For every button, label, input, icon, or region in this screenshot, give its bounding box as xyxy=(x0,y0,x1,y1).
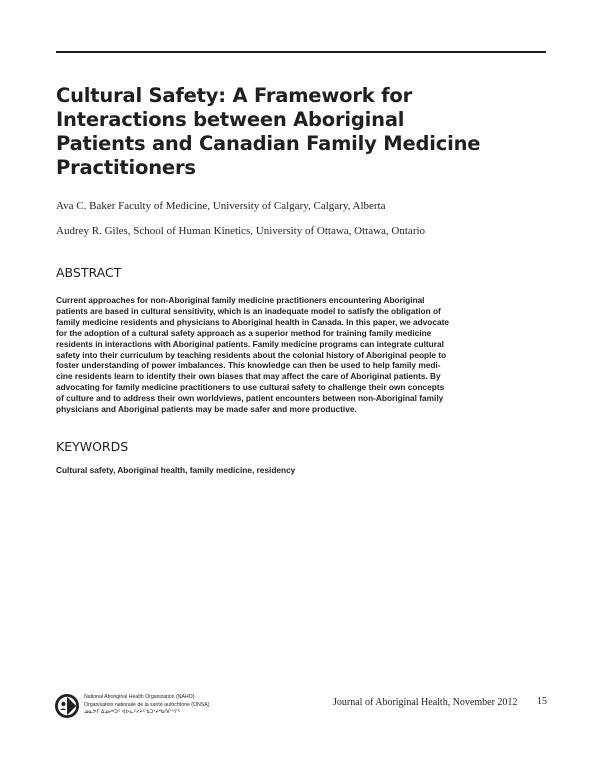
title-line: Patients and Canadian Family Medicine xyxy=(56,132,481,155)
abstract-line: foster understanding of power imbalances. This knowledge can then be used to help family medi- xyxy=(56,360,441,371)
abstract-text xyxy=(56,295,504,415)
author-affiliation: Ava C. Baker Faculty of Medicine, University of Calgary, Calgary, Alberta xyxy=(56,200,386,212)
keywords-text: Cultural safety, Aboriginal health, family medicine, residency xyxy=(56,465,296,475)
abstract-line: patients are based in cultural sensitivity, which is an inadequate model to satisfy the obligation of xyxy=(56,305,441,316)
abstract-line: for the adoption of a cultural safety approach as a superior method for training family medicine xyxy=(56,327,432,338)
author-affiliation: Audrey R. Giles, School of Human Kinetics, University of Ottawa, Ottawa, Ontario xyxy=(56,225,426,237)
org-line: Organisation nationale de la santé autochtone (ONSA) xyxy=(84,701,210,708)
abstract-line: residents in interactions with Aboriginal patients. Family medicine programs can integrate cultural xyxy=(56,338,444,349)
org-line: National Aboriginal Health Organization (NAHO) xyxy=(84,694,195,700)
footer-organization xyxy=(84,694,209,717)
title-line: Interactions between Aboriginal xyxy=(56,108,405,131)
abstract-line: Current approaches for non-Aboriginal family medicine practitioners encountering Aboriginal xyxy=(56,295,425,305)
naho-logo-icon xyxy=(54,693,80,719)
abstract-heading: ABSTRACT xyxy=(56,265,122,280)
abstract-line: cine residents learn to identify their own biases that may affect the care of Aboriginal patients. By xyxy=(56,371,441,382)
title-line: Cultural Safety: A Framework for xyxy=(56,84,413,107)
abstract-line: advocating for family medicine practitioners to use cultural safety to challenge their own concepts xyxy=(56,382,445,393)
abstract-line: safety into their curriculum by teaching residents about the colonial history of Aboriginal people to xyxy=(56,349,447,360)
title-line: Practitioners xyxy=(56,156,196,179)
journal-citation: Journal of Aboriginal Health, November 2012 xyxy=(333,697,518,708)
abstract-line: physicians and Aboriginal patients may be made safer and more productive. xyxy=(56,404,357,415)
abstract-line: family medicine residents and physicians to Aboriginal health in Canada. In this paper, we advocate xyxy=(56,316,449,327)
abstract-line: of culture and to address their own worldviews, patient encounters between non-Aboriginal family xyxy=(56,393,444,404)
article-title xyxy=(56,84,526,180)
page-number: 15 xyxy=(537,696,547,707)
org-line: ᓄᓇᕗᒥ ᐃᓄᓱᒃᑐᑦ ᐊᐅᓚᑦᓯᔨᑦ ᑲᑐᔾᔨᖃᑎᒌᖏᑦ xyxy=(84,709,181,715)
keywords-heading: KEYWORDS xyxy=(56,439,129,454)
header-rule xyxy=(56,51,546,53)
